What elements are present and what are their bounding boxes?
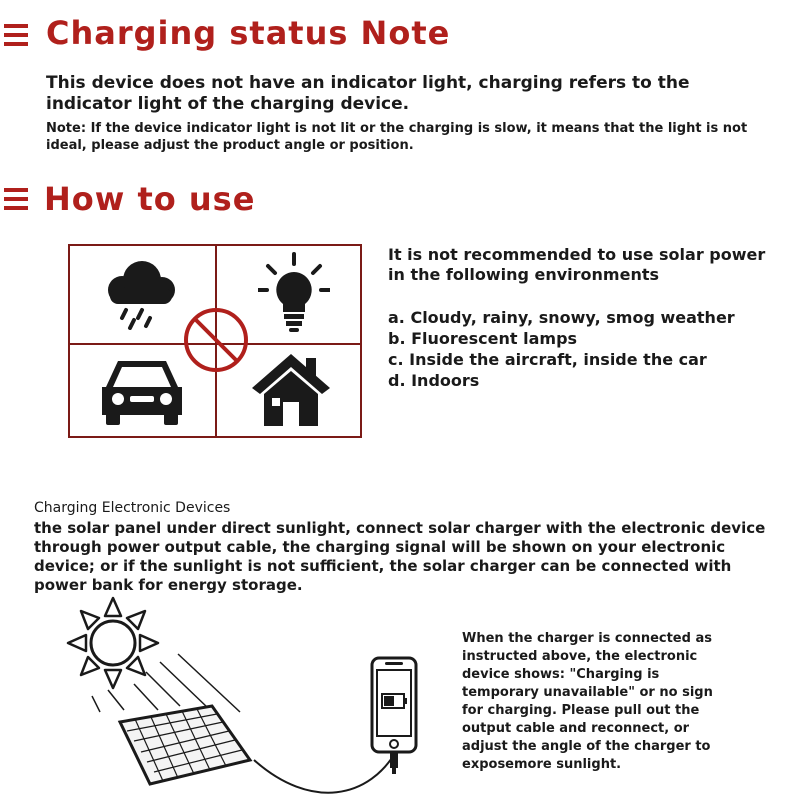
solar-panel-icon [108,700,258,796]
devices-title: Charging Electronic Devices [34,500,231,516]
section-marker [4,24,28,51]
charging-status-text: This device does not have an indicator light, charging refers to the indicator light of the charging device. [46,73,690,114]
car-icon [98,355,186,427]
cloud-rain-icon [100,258,180,330]
charging-status-title: Charging status Note [46,14,451,52]
list-item: c. Inside the aircraft, inside the car [388,350,707,369]
prohibited-icon [182,306,250,374]
house-icon [250,350,332,428]
environment-intro-line: It is not recommended to use solar power [388,245,766,264]
list-item: a. Cloudy, rainy, snowy, smog weather [388,308,735,327]
environment-intro [388,245,788,285]
section-marker [4,188,28,215]
light-bulb-icon [258,252,330,336]
devices-paragraph: the solar panel under direct sunlight, connect solar charger with the electronic device through power output cable, the charging signal will be shown on your electronic device; or if the sunlight is not sufficient, the solar charger can be connected with power bank for energy storage. [34,519,766,594]
environment-intro-line: in the following environments [388,265,660,284]
list-item: d. Indoors [388,371,480,390]
phone-icon [370,656,420,776]
charging-status-note: Note: If the device indicator light is not lit or the charging is slow, it means that the light is not ideal, please adjust the product angle or position. [46,121,748,153]
devices-side-note: When the charger is connected as instructed above, the electronic device shows: "Charging is temporary unavailable" or no sign for charging. Please pull out the output cable and reconnect, or adjust the angle of the charger to exposemore sunlight. [462,631,713,772]
list-item: b. Fluorescent lamps [388,329,578,348]
how-to-use-title: How to use [44,180,256,218]
environment-list [388,307,788,391]
